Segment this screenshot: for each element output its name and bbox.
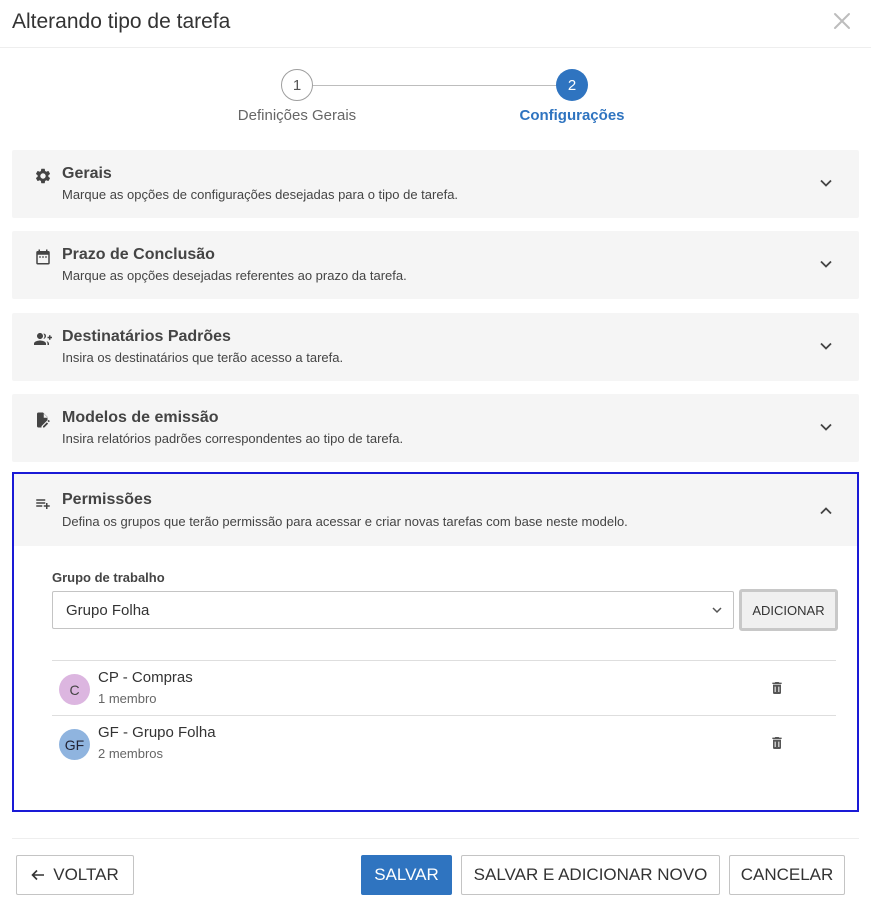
chevron-down-icon[interactable]	[819, 420, 833, 434]
playlist-add-icon	[34, 494, 52, 512]
chevron-down-icon[interactable]	[819, 339, 833, 353]
arrow-left-icon	[31, 868, 45, 882]
close-icon[interactable]	[831, 10, 853, 32]
group-name: CP - Compras	[98, 669, 193, 686]
add-group-button[interactable]: ADICIONAR	[739, 589, 838, 631]
chevron-down-icon	[711, 604, 723, 616]
list-item	[52, 715, 836, 770]
gear-icon	[34, 167, 52, 185]
trash-icon[interactable]	[769, 680, 785, 696]
chevron-up-icon[interactable]	[819, 504, 833, 518]
section-title: Modelos de emissão	[62, 409, 219, 426]
footer-divider	[12, 838, 859, 839]
edit-document-icon	[34, 411, 52, 429]
stepper	[0, 66, 871, 136]
save-button[interactable]: SALVAR	[361, 855, 452, 895]
list-item	[52, 660, 836, 715]
dialog-header	[0, 0, 871, 48]
add-group-icon	[34, 330, 52, 348]
calendar-icon	[34, 248, 52, 266]
group-list	[52, 660, 836, 770]
dialog-title: Alterando tipo de tarefa	[12, 10, 231, 33]
section-subtitle: Insira os destinatários que terão acesso a tarefa.	[62, 350, 344, 365]
section-prazo	[12, 231, 859, 299]
avatar: GF	[59, 729, 90, 760]
section-permissoes	[12, 472, 859, 812]
group-members: 1 membro	[98, 691, 157, 706]
section-gerais-header[interactable]	[12, 150, 859, 218]
section-subtitle: Marque as opções desejadas referentes ao prazo da tarefa.	[62, 268, 407, 283]
section-destinatarios	[12, 313, 859, 381]
stepper-connector	[313, 85, 557, 86]
section-title: Permissões	[62, 491, 152, 508]
work-group-select[interactable]	[52, 591, 734, 629]
step-1-label: Definições Gerais	[237, 107, 357, 124]
section-title: Gerais	[62, 165, 112, 182]
section-subtitle: Marque as opções de configurações desejadas para o tipo de tarefa.	[62, 187, 459, 202]
back-button-label: VOLTAR	[53, 865, 119, 884]
step-2-label: Configurações	[519, 107, 625, 124]
section-destinatarios-header[interactable]	[12, 313, 859, 381]
back-button[interactable]	[16, 855, 134, 895]
work-group-label: Grupo de trabalho	[52, 570, 165, 585]
section-subtitle: Defina os grupos que terão permissão para acessar e criar novas tarefas com base neste modelo.	[62, 514, 628, 529]
trash-icon[interactable]	[769, 735, 785, 751]
cancel-button[interactable]: CANCELAR	[729, 855, 845, 895]
chevron-down-icon[interactable]	[819, 176, 833, 190]
section-gerais	[12, 150, 859, 218]
work-group-select-value: Grupo Folha	[66, 602, 150, 619]
section-title: Destinatários Padrões	[62, 328, 231, 345]
section-modelos-header[interactable]	[12, 394, 859, 462]
save-and-add-new-button[interactable]: SALVAR E ADICIONAR NOVO	[461, 855, 720, 895]
step-1-circle[interactable]: 1	[281, 69, 313, 101]
section-title: Prazo de Conclusão	[62, 246, 215, 263]
step-2-circle[interactable]: 2	[556, 69, 588, 101]
section-modelos	[12, 394, 859, 462]
avatar: C	[59, 674, 90, 705]
section-prazo-header[interactable]	[12, 231, 859, 299]
chevron-down-icon[interactable]	[819, 257, 833, 271]
group-name: GF - Grupo Folha	[98, 724, 216, 741]
section-permissoes-header[interactable]	[14, 474, 857, 546]
group-members: 2 membros	[98, 746, 164, 761]
section-subtitle: Insira relatórios padrões correspondentes ao tipo de tarefa.	[62, 431, 404, 446]
